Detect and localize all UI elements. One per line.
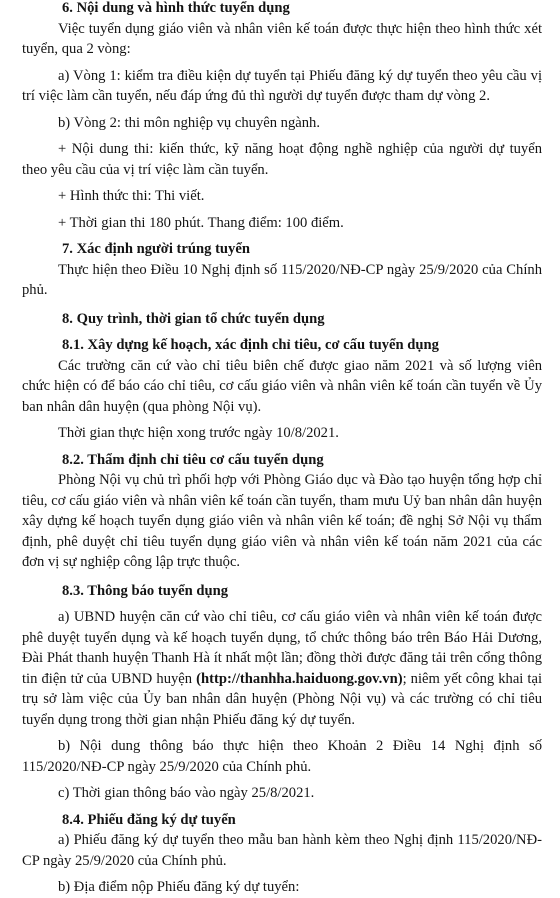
section-7-body: Thực hiện theo Điều 10 Nghị định số 115/2020/NĐ-CP ngày 25/9/2020 của Chính phủ. bbox=[22, 261, 542, 298]
section-8-4-b: b) Địa điểm nộp Phiếu đăng ký dự tuyển: bbox=[58, 879, 300, 895]
section-8-heading: 8. Quy trình, thời gian tổ chức tuyển dụng bbox=[62, 310, 325, 327]
section-8-3-c: c) Thời gian thông báo vào ngày 25/8/2021. bbox=[58, 785, 315, 801]
section-6-intro: Việc tuyển dụng giáo viên và nhân viên kế toán được thực hiện theo hình thức xét tuyển, qua 2 vòng: bbox=[22, 20, 542, 57]
section-6-heading: 6. Nội dung và hình thức tuyển dụng bbox=[62, 0, 290, 16]
section-8-3-b: b) Nội dung thông báo thực hiện theo Khoản 2 Điều 14 Nghị định số 115/2020/NĐ-CP ngày 25/9/2020 của Chính phủ. bbox=[22, 738, 542, 775]
section-7-heading: 7. Xác định người trúng tuyển bbox=[62, 241, 250, 257]
section-6-time: + Thời gian thi 180 phút. Thang điểm: 100 điểm. bbox=[58, 214, 344, 231]
section-8-3-a-text-end: ; niêm yết công khai tại trụ sở làm việc của Ủy ban nhân dân huyện (Phòng Nội vụ) và các trường có chỉ tiêu tuyển dụng trong thời gian nhận Phiếu đăng ký dự tuyển. bbox=[22, 670, 543, 728]
section-8-3-a-text: a) UBND huyện căn cứ vào chỉ tiêu, cơ cấu giáo viên và nhân viên kế toán được phê duyệt tuyển dụng và kế hoạch tuyển dụng, tổ chức thông báo trên Báo Hải Dương, Đài Phát thanh huyện Thanh Hà ít nhất một lần; đồng thời được đăng tải trên cổng thông tin điện tử của UBND huyện bbox=[22, 609, 542, 687]
section-8-3-a bbox=[22, 607, 542, 730]
section-6-round-b: b) Vòng 2: thi môn nghiệp vụ chuyên ngành. bbox=[58, 114, 320, 131]
district-portal-link[interactable]: (http://thanhha.haiduong.gov.vn) bbox=[196, 670, 403, 687]
section-6-form: + Hình thức thi: Thi viết. bbox=[58, 188, 205, 204]
section-8-2-heading: 8.2. Thẩm định chỉ tiêu cơ cấu tuyển dụng bbox=[62, 451, 324, 468]
section-6-content: + Nội dung thi: kiến thức, kỹ năng hoạt động nghề nghiệp của người dự tuyển theo yêu cầu của vị trí việc làm cần tuyển. bbox=[22, 141, 542, 178]
section-8-4-heading: 8.4. Phiếu đăng ký dự tuyển bbox=[62, 811, 236, 828]
section-8-3-heading: 8.3. Thông báo tuyển dụng bbox=[62, 582, 229, 599]
section-6-round-a: a) Vòng 1: kiểm tra điều kiện dự tuyển tại Phiếu đăng ký dự tuyển theo yêu cầu vị trí việc làm cần tuyển, nếu đáp ứng đủ thì người dự tuyển được tham dự vòng 2. bbox=[22, 67, 542, 104]
section-8-1-heading: 8.1. Xây dựng kế hoạch, xác định chỉ tiêu, cơ cấu tuyển dụng bbox=[62, 337, 439, 353]
section-8-4-a: a) Phiếu đăng ký dự tuyển theo mẫu ban hành kèm theo Nghị định 115/2020/NĐ-CP ngày 25/9/2020 của Chính phủ. bbox=[22, 832, 542, 869]
section-8-1-time: Thời gian thực hiện xong trước ngày 10/8/2021. bbox=[58, 425, 339, 441]
section-8-2-body: Phòng Nội vụ chủ trì phối hợp với Phòng Giáo dục và Đào tạo huyện tổng hợp chỉ tiêu, cơ cấu giáo viên và nhân viên kế toán cần tuyển, tham mưu Uỷ ban nhân dân huyện xây dựng kế hoạch tuyển dụng giáo viên và nhân viên kế toán; đề nghị Sở Nội vụ thẩm định, phê duyệt chỉ tiêu tuyển dụng giáo viên và nhân viên kế toán năm 2021 của các đơn vị sự nghiệp công lập trực thuộc. bbox=[22, 472, 542, 570]
section-8-1-body: Các trường căn cứ vào chỉ tiêu biên chế được giao năm 2021 và số lượng viên chức hiện có để báo cáo chỉ tiêu, cơ cấu giáo viên và nhân viên kế toán cần tuyển về Ủy ban nhân dân huyện (qua phòng Nội vụ). bbox=[22, 357, 542, 415]
